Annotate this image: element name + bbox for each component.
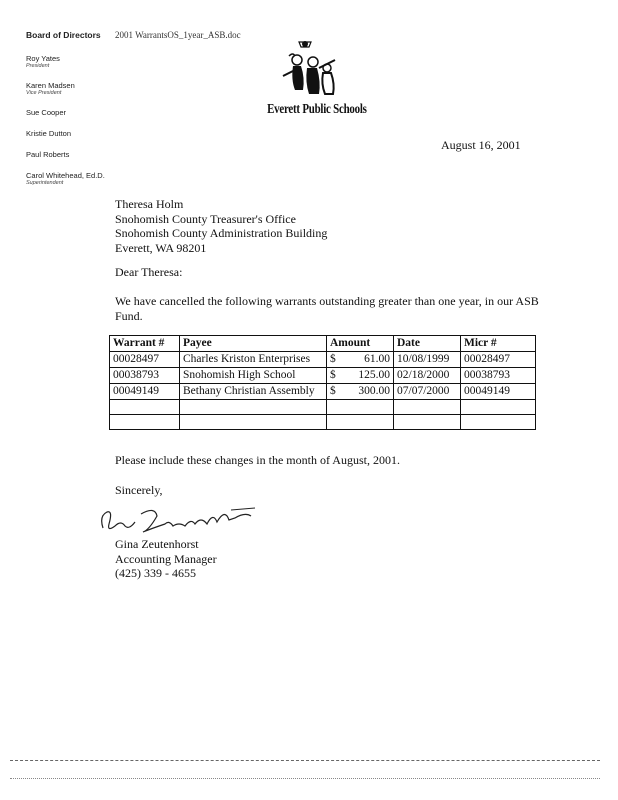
payee-cell: Bethany Christian Assembly [180,384,327,400]
empty-cell [394,400,461,415]
column-header: Payee [180,336,327,352]
empty-cell [327,415,394,430]
column-header: Amount [327,336,394,352]
body-paragraph: We have cancelled the following warrants outstanding greater than one year, in our ASB Fund. [115,294,539,323]
warrant-cell: 00049149 [110,384,180,400]
currency-symbol: $ [330,369,336,381]
payee-cell: Snohomish High School [180,368,327,384]
school-logo [255,38,365,118]
address-line: Snohomish County Treasurer's Office [115,211,296,226]
amount-cell [327,352,394,368]
column-header: Micr # [461,336,536,352]
warrant-cell: 00038793 [110,368,180,384]
table-row-empty [110,415,536,430]
board-member [26,171,136,186]
signer-phone: (425) 339 - 4655 [115,566,196,580]
date-cell: 07/07/2000 [394,384,461,400]
column-header: Warrant # [110,336,180,352]
address-line: Snohomish County Administration Building [115,226,328,240]
currency-symbol: $ [330,353,336,365]
empty-cell [180,400,327,415]
micr-cell: 00049149 [461,384,536,400]
board-member [26,150,136,159]
amount-cell [327,384,394,400]
micr-cell: 00038793 [461,368,536,384]
amount-cell [327,368,394,384]
board-of-directors [26,30,136,198]
signer-name: Gina Zeutenhorst [115,537,199,551]
date-cell: 02/18/2000 [394,368,461,384]
footer-divider [10,778,600,779]
empty-cell [394,415,461,430]
warrant-cell: 00028497 [110,352,180,368]
table-row [110,368,536,384]
amount-value: 125.00 [358,369,390,381]
empty-cell [327,400,394,415]
micr-cell: 00028497 [461,352,536,368]
amount-value: 61.00 [364,353,390,365]
address-line: Everett, WA 98201 [115,240,207,255]
member-name: Carol Whitehead, Ed.D. [26,171,105,180]
board-member [26,54,136,69]
empty-cell [180,415,327,430]
sincerely: Sincerely, [115,483,163,497]
column-header: Date [394,336,461,352]
member-name: Kristie Dutton [26,129,72,138]
member-role: Superintendent [26,180,64,186]
letter-date: August 16, 2001 [441,138,521,152]
payee-cell: Charles Kriston Enterprises [180,352,327,368]
empty-cell [461,400,536,415]
footer-divider [10,760,600,761]
member-role: Vice President [26,90,62,96]
board-member [26,108,136,117]
member-name: Karen Madsen [26,81,75,90]
salutation: Dear Theresa: [115,265,183,279]
empty-cell [110,415,180,430]
table-header-row [110,336,536,352]
board-title: Board of Directors [26,30,101,40]
closing-line: Please include these changes in the month of August, 2001. [115,453,400,467]
currency-symbol: $ [330,385,336,397]
handwritten-signature [95,502,265,538]
board-member [26,129,136,138]
signer-title: Accounting Manager [115,551,217,566]
board-member [26,81,136,96]
table-row [110,352,536,368]
table-row-empty [110,400,536,415]
empty-cell [461,415,536,430]
member-name: Sue Cooper [26,108,67,117]
warrants-table [109,335,536,430]
logo-text: Everett Public Schools [267,102,367,117]
member-name: Roy Yates [26,54,60,63]
empty-cell [110,400,180,415]
date-cell: 10/08/1999 [394,352,461,368]
address-line: Theresa Holm [115,197,184,211]
table-row [110,384,536,400]
amount-value: 300.00 [358,385,390,397]
children-logo-icon [275,38,345,100]
member-name: Paul Roberts [26,150,70,159]
member-role: President [26,63,50,69]
recipient-address [115,197,327,255]
fax-header: 2001 WarrantsOS_1year_ASB.doc [115,30,241,40]
signature-block [115,537,217,581]
